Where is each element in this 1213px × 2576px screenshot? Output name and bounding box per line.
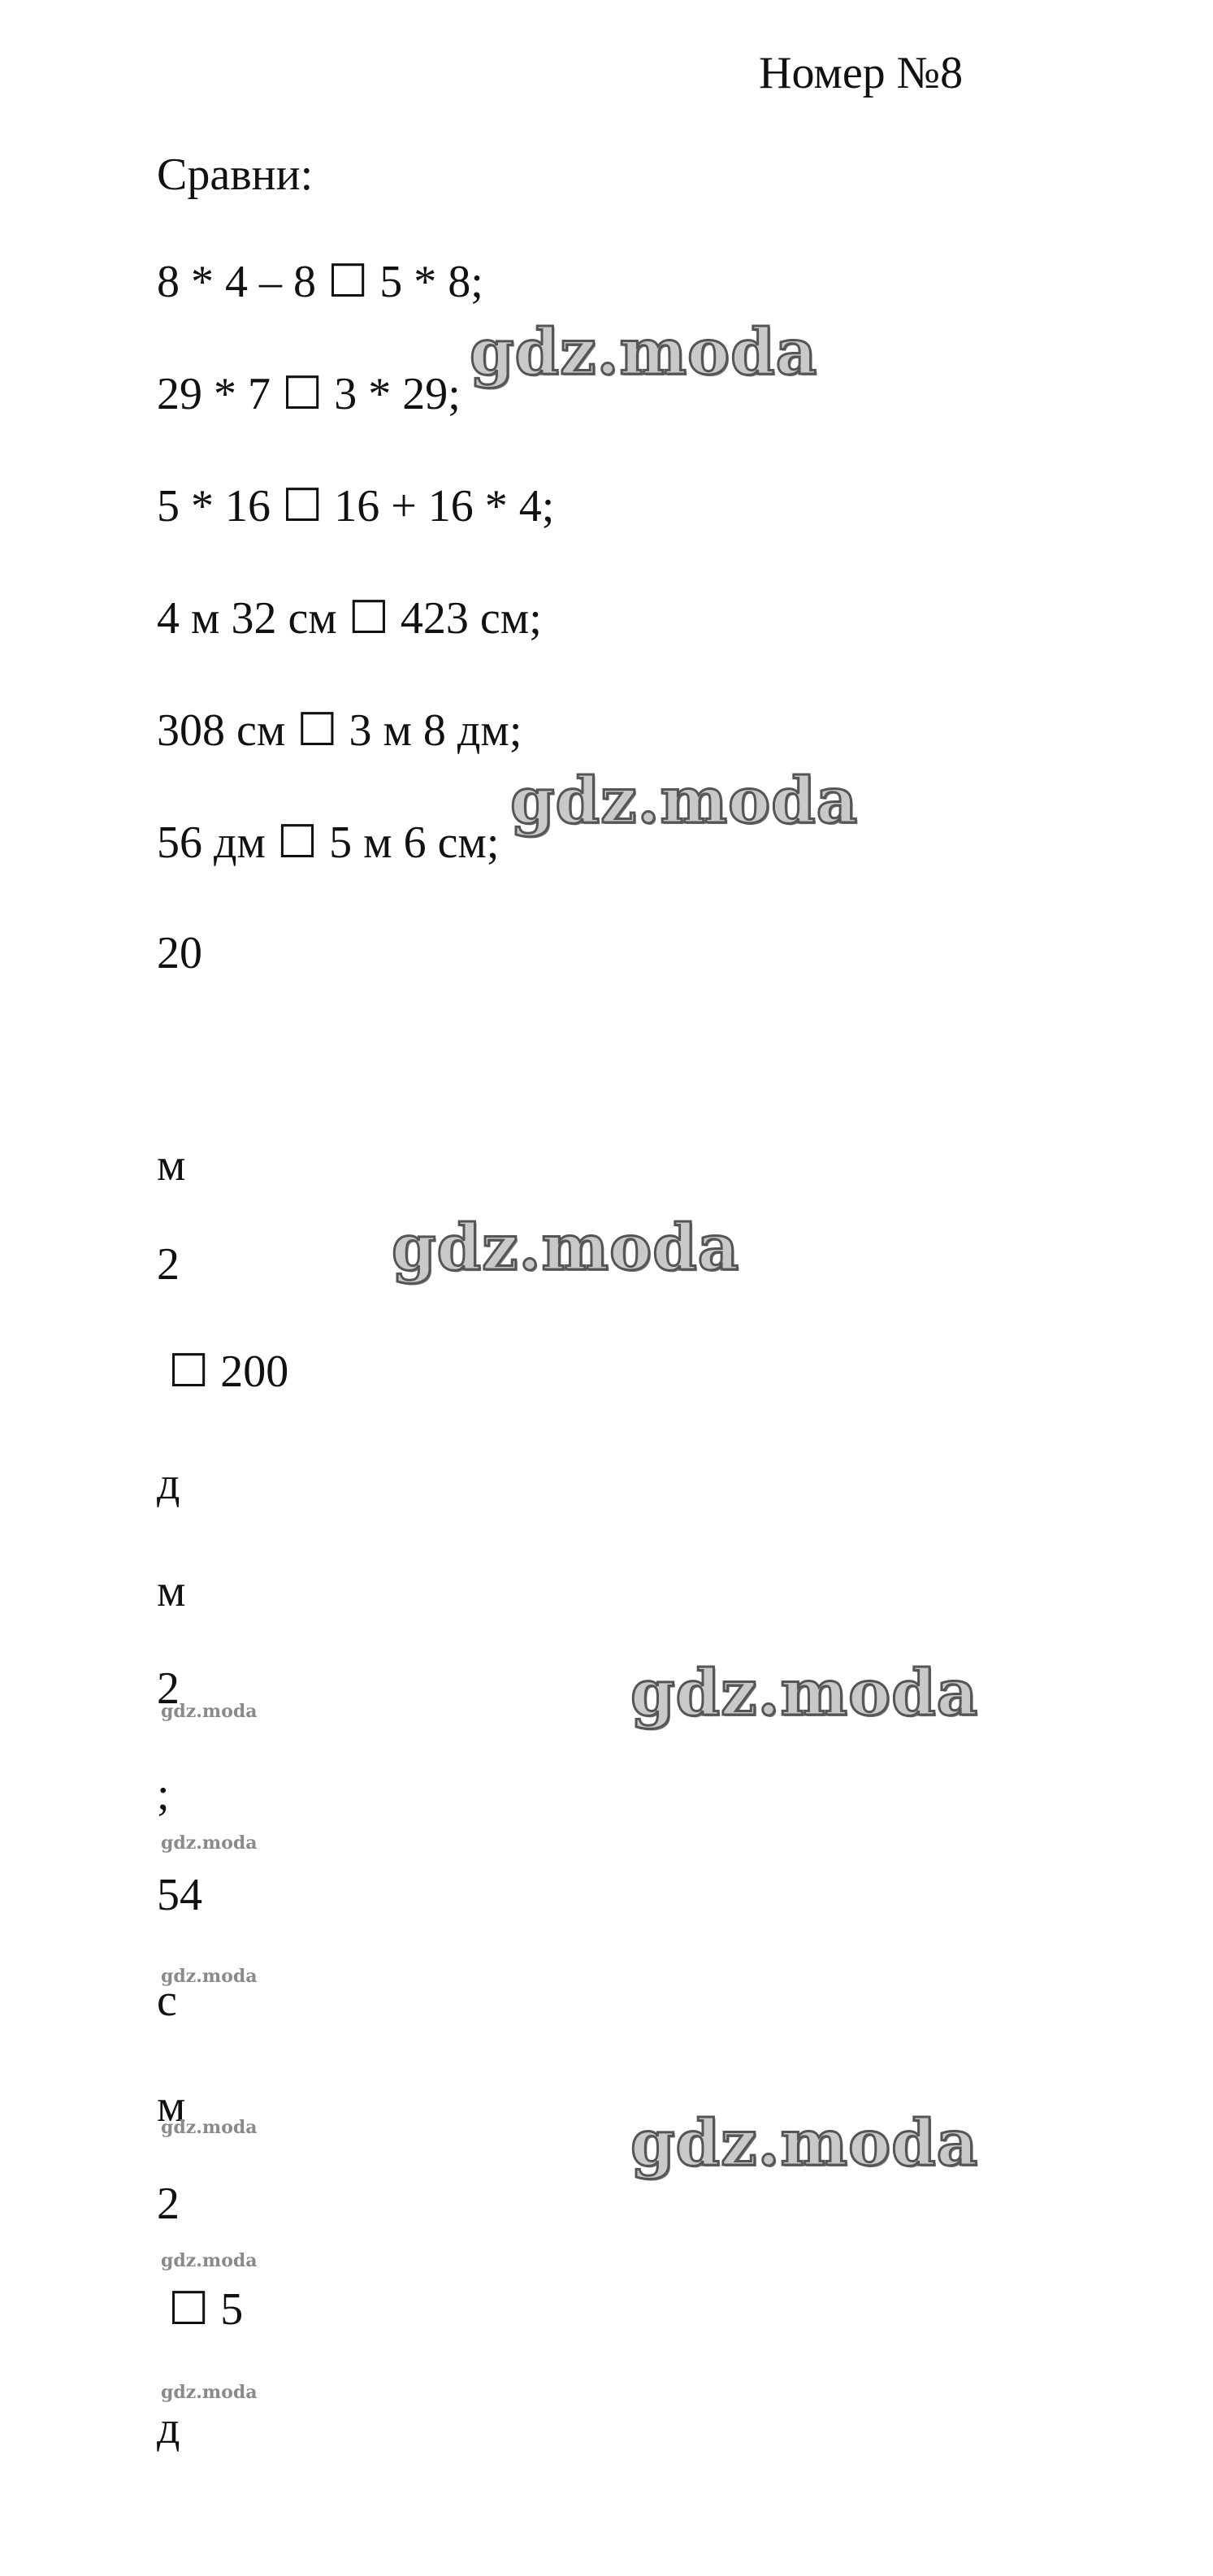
fragment-3: 2 (157, 1239, 180, 1290)
fragment-14: д (157, 2403, 180, 2453)
fragment-2: м (157, 1140, 186, 1190)
fragment-8: ; (157, 1769, 170, 1819)
fragment-12: 2 (157, 2179, 180, 2229)
fragment-7: 2 (157, 1663, 180, 1714)
fragment-4: ☐ 200 (157, 1347, 289, 1397)
watermark-small: gdz.moda (161, 1966, 258, 1987)
task-prompt: Сравни: (157, 150, 314, 200)
comparison-line-2: 29 * 7 ☐ 3 * 29; (157, 369, 461, 419)
fragment-1: 20 (157, 928, 202, 978)
watermark-small: gdz.moda (161, 1701, 258, 1722)
watermark-large: gdz.moda (510, 764, 859, 838)
fragment-13: ☐ 5 (157, 2284, 244, 2335)
fragment-11: м (157, 2081, 186, 2131)
comparison-line-6: 56 дм ☐ 5 м 6 см; (157, 817, 500, 868)
comparison-line-4: 4 м 32 см ☐ 423 см; (157, 593, 542, 644)
fragment-10: с (157, 1975, 177, 2026)
watermark-small: gdz.moda (161, 2250, 258, 2271)
watermark-large: gdz.moda (392, 1211, 740, 1285)
watermark-large: gdz.moda (630, 1656, 979, 1730)
fragment-9: 54 (157, 1870, 202, 1920)
watermark-small: gdz.moda (161, 2382, 258, 2403)
fragment-5: д (157, 1459, 180, 1509)
page-title: Номер №8 (759, 48, 964, 98)
comparison-line-5: 308 см ☐ 3 м 8 дм; (157, 705, 522, 756)
comparison-line-3: 5 * 16 ☐ 16 + 16 * 4; (157, 481, 555, 531)
fragment-6: м (157, 1566, 186, 1616)
watermark-large: gdz.moda (630, 2106, 979, 2180)
comparison-line-1: 8 * 4 – 8 ☐ 5 * 8; (157, 257, 483, 307)
watermark-large: gdz.moda (470, 315, 818, 389)
watermark-small: gdz.moda (161, 1832, 258, 1854)
watermark-small: gdz.moda (161, 2117, 258, 2138)
